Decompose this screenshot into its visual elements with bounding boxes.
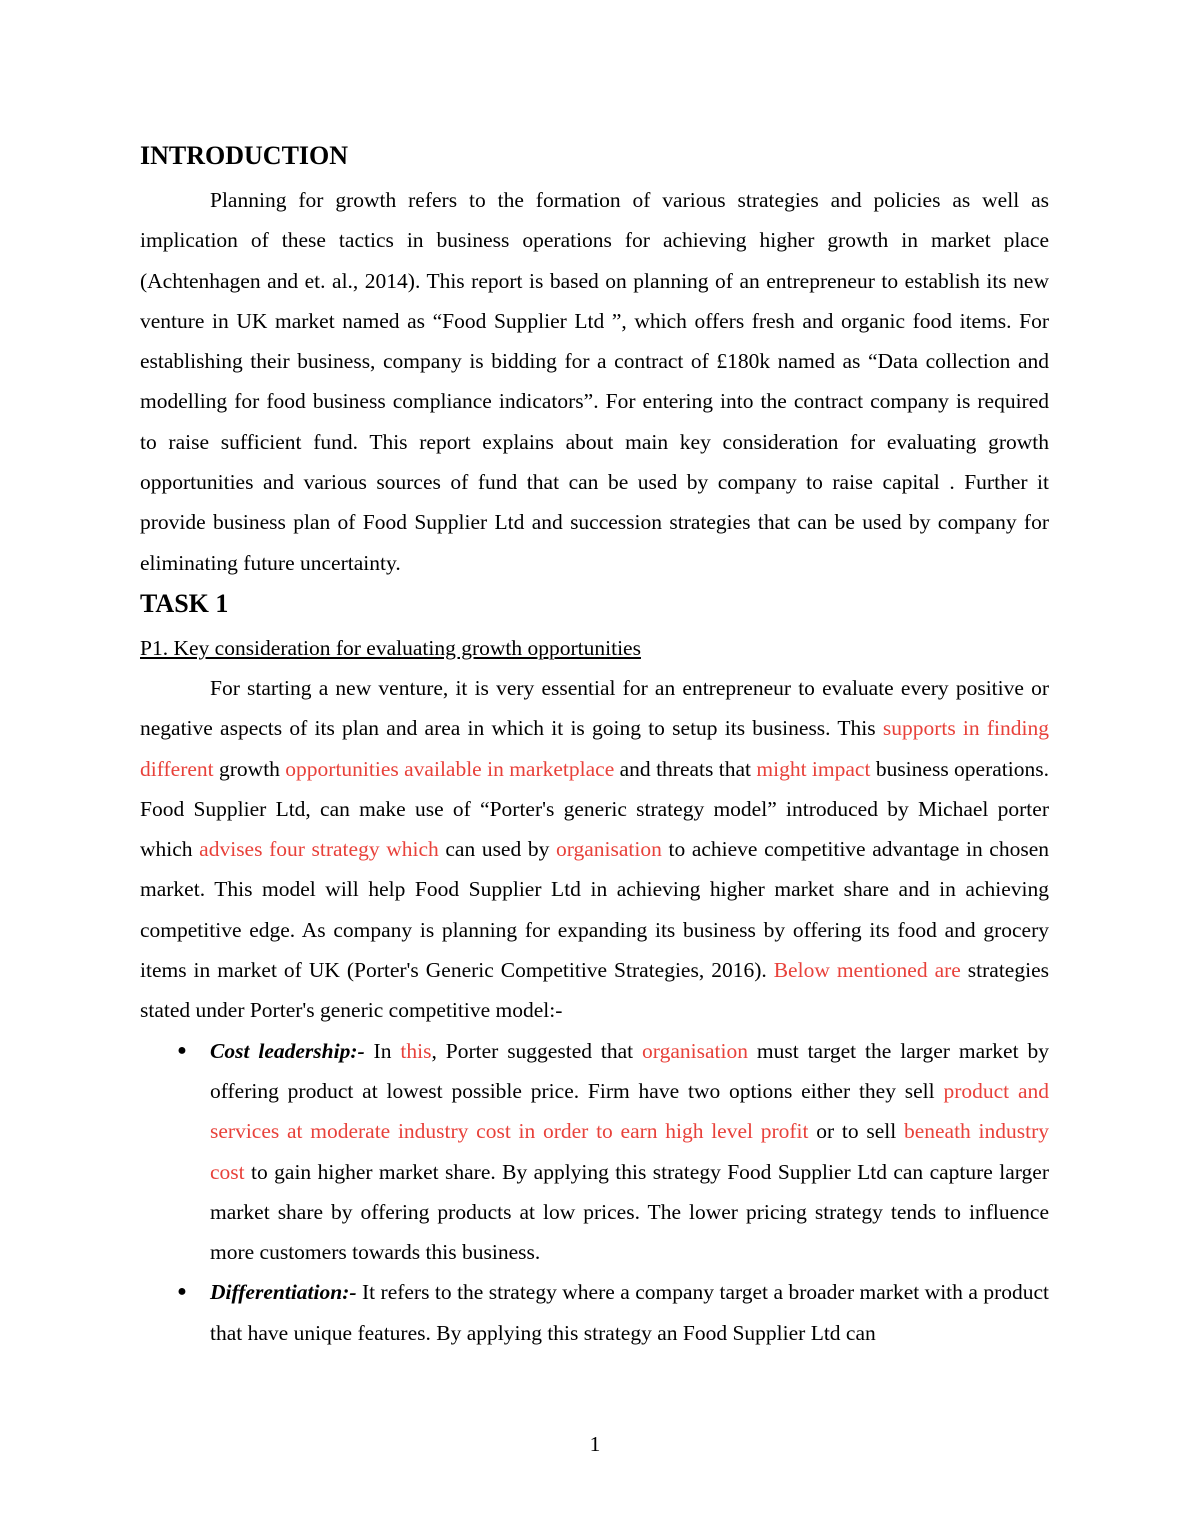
text-run: to gain higher market share. By applying this strategy Food Supplier Ltd can capture larger market share by offering products at low prices. The lower pricing strategy tends to influence more customers towards this business.	[210, 1159, 1049, 1265]
highlighted-text: this	[400, 1038, 432, 1063]
bullet-icon: ●	[177, 1041, 187, 1059]
text-run: and threats that	[614, 756, 757, 781]
text-run: It refers to the strategy where a company target a broader market with a product that have unique features. By applying this strategy an Food Supplier Ltd can	[210, 1280, 1049, 1345]
bullet-icon: ●	[177, 1283, 187, 1301]
introduction-paragraph: Planning for growth refers to the formation of various strategies and policies as well as implication of these tactics in business operations for achieving higher growth in market place (Achtenhagen and et. al., 2014). This report is based on planning of an entrepreneur to establish its new venture in UK market named as “Food Supplier Ltd ”, which offers fresh and organic food items. For establishing their business, company is bidding for a contract of £180k named as “Data collection and modelling for food business compliance indicators”. For entering into the contract company is required to raise sufficient fund. This report explains about main key consideration for evaluating growth opportunities and various sources of fund that can be used by company to raise capital . Further it provide business plan of Food Supplier Ltd and succession strategies that can be used by company for eliminating future uncertainty.	[140, 188, 1049, 575]
text-run: For starting a new venture, it is very essential for an entrepreneur to evaluate every positive or negative aspects of its plan and area in which it is going to setup its business. This	[140, 675, 1049, 741]
text-run: growth	[213, 756, 286, 781]
highlighted-text: beneath industry cost	[210, 1119, 1049, 1184]
page-number: 1	[589, 1432, 601, 1456]
highlighted-text: product and services at moderate industry cost in order to earn high level profit	[210, 1078, 1050, 1144]
list-item-cost-leadership	[140, 1031, 1049, 1273]
highlighted-text: organisation	[555, 837, 662, 862]
text-run: to achieve competitive advantage in chosen market. This model will help Food Supplier Ltd in achieving higher market share and in achieving competitive edge. As company is planning for expanding its business by offering its food and grocery items in market of UK (Porter's Generic Competitive Strategies, 2016).	[140, 837, 1050, 983]
text-run: strategies stated under Porter's generic competitive model:-	[140, 958, 1049, 1023]
highlighted-text: organisation	[642, 1038, 748, 1063]
highlighted-text: might impact	[756, 756, 871, 781]
introduction-heading: INTRODUCTION	[140, 141, 349, 170]
p1-subheading: P1. Key consideration for evaluating growth opportunities	[140, 635, 641, 660]
term-label: Differentiation:-	[210, 1280, 357, 1305]
list-item-differentiation	[140, 1272, 1049, 1353]
highlighted-text: supports in finding different	[140, 716, 1049, 781]
text-run: can used by	[438, 837, 556, 862]
text-run: In	[364, 1038, 401, 1063]
text-run: , Porter suggested that	[431, 1038, 643, 1063]
term-label: Cost leadership:-	[210, 1038, 365, 1063]
strategy-list	[140, 1031, 1049, 1353]
text-run: business operations. Food Supplier Ltd, can make use of “Porter's generic strategy model” introduced by Michael porter which	[140, 756, 1049, 862]
highlighted-text: Below mentioned are	[773, 958, 961, 983]
text-run: or to sell	[808, 1119, 904, 1144]
document-page	[140, 138, 1049, 1353]
highlighted-text: advises four strategy which	[199, 837, 439, 862]
task1-heading: TASK 1	[140, 588, 229, 618]
p1-paragraph	[140, 668, 1049, 1031]
text-run: must target the larger market by offering product at lowest possible price. Firm have two options either they sell	[210, 1038, 1049, 1103]
highlighted-text: opportunities available in marketplace	[285, 756, 615, 781]
